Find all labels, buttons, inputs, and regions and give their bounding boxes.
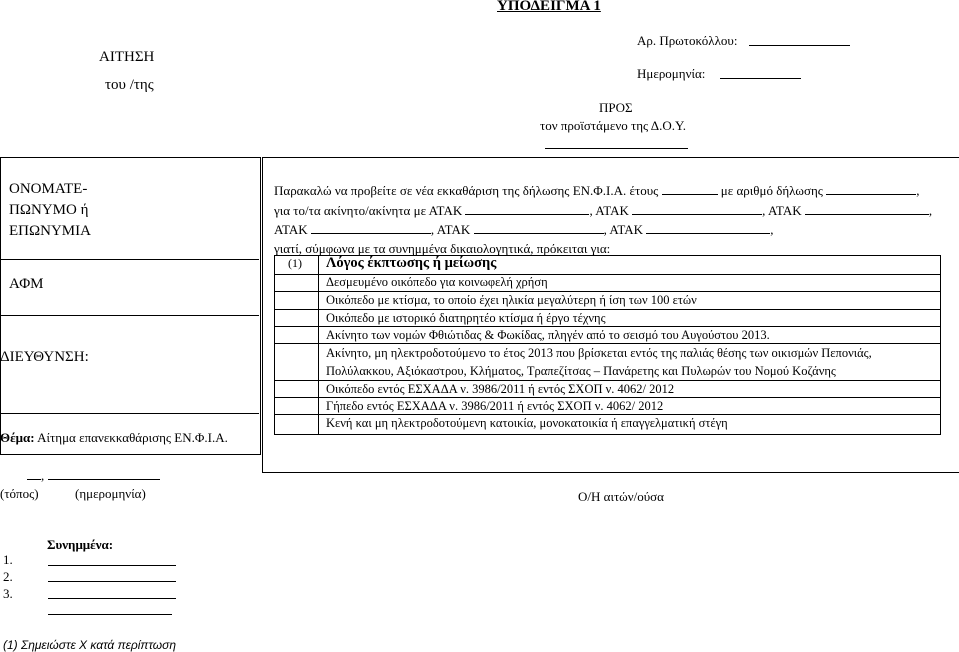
row-divider <box>274 414 940 415</box>
atak-label: ΑΤΑΚ <box>767 203 802 218</box>
reason-option-plot-eschada[interactable]: Οικόπεδο εντός ΕΣΧΑΔΑ ν. 3986/2011 ή εντός ΣΧΟΠ ν. 4062/ 2012 <box>326 382 675 396</box>
atak-field-6[interactable] <box>646 222 770 234</box>
footnote-marker: (1) <box>288 256 302 270</box>
applicant-of-label: του /της <box>105 77 154 93</box>
attachment-field-4[interactable] <box>48 614 172 615</box>
divider <box>0 259 259 260</box>
row-divider <box>274 343 940 344</box>
request-line-3 <box>274 222 774 238</box>
comma: , <box>589 203 593 218</box>
attachment-number-1: 1. <box>3 552 13 567</box>
atak-field-2[interactable] <box>632 203 762 215</box>
atak-label: ΑΤΑΚ <box>609 222 644 237</box>
comma: , <box>762 203 766 218</box>
recipient-label: τον προϊστάμενο της Δ.Ο.Υ. <box>540 118 686 133</box>
reason-option-old-building[interactable]: Οικόπεδο με κτίσμα, το οποίο έχει ηλικία μεγαλύτερη ή ίση των 100 ετών <box>326 293 697 307</box>
atak-label: ΑΤΑΚ <box>274 222 308 237</box>
applicant-signature-label: Ο/Η αιτών/ούσα <box>578 489 664 504</box>
comma: , <box>916 183 920 198</box>
row-divider <box>274 397 940 398</box>
footnote: (1) Σημειώστε Χ κατά περίπτωση <box>3 638 177 652</box>
declaration-number-label: με αριθμό δήλωσης <box>720 183 823 198</box>
to-label: ΠΡΟΣ <box>599 100 633 115</box>
attachment-field-2[interactable] <box>48 581 176 582</box>
atak-label: ΑΤΑΚ <box>595 203 629 218</box>
attachment-number-2: 2. <box>3 569 13 584</box>
name-label-line2: ΠΩΝΥΜΟ ή <box>9 202 89 218</box>
name-label-line1: ΟΝΟΜΑΤΕ- <box>9 181 88 197</box>
specimen-label: ΥΠΟΔΕΙΓΜΑ 1 <box>497 0 601 14</box>
row-divider <box>274 309 940 310</box>
property-label: για το/τα ακίνητο/ακίνητα με ΑΤΑΚ <box>274 203 463 218</box>
atak-label: ΑΤΑΚ <box>436 222 471 237</box>
subject-text: Αίτημα επανεκκαθάρισης ΕΝ.Φ.Ι.Α. <box>37 430 228 445</box>
row-divider <box>274 326 940 327</box>
comma: , <box>430 222 435 237</box>
reason-option-non-electrified-line2: Πολύλακκου, Αξιόκαστρου, Κλήματος, Τραπεζίτσας – Πανάρετης και Πυλωρών του Νομού Κοζάνης <box>326 364 836 378</box>
comma: , <box>770 222 774 237</box>
atak-field-4[interactable] <box>311 222 431 234</box>
year-field[interactable] <box>662 183 718 195</box>
atak-field-3[interactable] <box>805 203 929 215</box>
divider <box>0 315 259 316</box>
reason-option-reserved-plot[interactable]: Δεσμευμένο οικόπεδο για κοινωφελή χρήση <box>326 275 548 289</box>
place-label: (τόπος) <box>0 486 39 501</box>
atak-field-1[interactable] <box>465 203 589 215</box>
name-label-line3: ΕΠΩΝΥΜΙΑ <box>9 223 91 239</box>
request-line-2 <box>274 203 932 219</box>
tax-id-label: ΑΦΜ <box>9 276 44 292</box>
atak-field-5[interactable] <box>474 222 604 234</box>
reason-option-listed-building[interactable]: Οικόπεδο με ιστορικό διατηρητέο κτίσμα ή έργο τέχνης <box>326 311 606 325</box>
request-line-1 <box>274 183 919 199</box>
subject-label: Θέμα: <box>0 430 35 445</box>
request-text: Παρακαλώ να προβείτε σε νέα εκκαθάριση της δήλωσης ΕΝ.Φ.Ι.Α. έτους <box>274 183 659 198</box>
declaration-number-field[interactable] <box>826 183 916 195</box>
signature-date-field[interactable] <box>48 468 160 480</box>
row-divider <box>274 291 940 292</box>
reason-option-earthquake[interactable]: Ακίνητο των νομών Φθιώτιδας & Φωκίδας, πληγέν από το σεισμό του Αυγούστου 2013. <box>326 328 770 342</box>
attachment-number-3: 3. <box>3 586 13 601</box>
place-field[interactable] <box>27 468 41 480</box>
divider <box>0 413 259 414</box>
date-label: Ημερομηνία: <box>637 66 706 81</box>
reason-title: Λόγος έκπτωσης ή μείωσης <box>326 255 497 271</box>
reason-option-empty-dwelling[interactable]: Κενή και μη ηλεκτροδοτούμενη κατοικία, μονοκατοικία ή επαγγελματική στέγη <box>326 416 728 430</box>
attachment-field-1[interactable] <box>48 565 176 566</box>
date-field[interactable] <box>720 78 801 79</box>
comma: , <box>41 468 45 483</box>
signature-date-label: (ημερομηνία) <box>75 486 146 501</box>
address-label: ΔΙΕΥΘΥΝΣΗ: <box>0 349 89 365</box>
reason-option-field-eschada[interactable]: Γήπεδο εντός ΕΣΧΑΔΑ ν. 3986/2011 ή εντός ΣΧΟΠ ν. 4062/ 2012 <box>326 399 664 413</box>
request-line-4: γιατί, σύμφωνα με τα συνημμένα δικαιολογητικά, πρόκειται για: <box>274 241 611 256</box>
checkbox-column-divider <box>318 255 319 434</box>
reason-option-non-electrified-line1[interactable]: Ακίνητο, μη ηλεκτροδοτούμενο το έτος 2013 που βρίσκεται εντός της παλιάς θέσης των οικισμών Πεπονιάς, <box>326 346 872 360</box>
place-date-line <box>27 468 160 484</box>
protocol-number-label: Αρ. Πρωτοκόλλου: <box>637 33 738 48</box>
comma: , <box>603 222 607 237</box>
comma: , <box>928 203 933 218</box>
subject-row <box>0 430 228 446</box>
attachment-field-3[interactable] <box>48 598 176 599</box>
protocol-number-field[interactable] <box>749 45 850 46</box>
attachments-label: Συνημμένα: <box>47 537 114 552</box>
application-title: ΑΙΤΗΣΗ <box>99 49 155 65</box>
row-divider <box>274 380 940 381</box>
tax-office-field[interactable] <box>545 148 688 149</box>
